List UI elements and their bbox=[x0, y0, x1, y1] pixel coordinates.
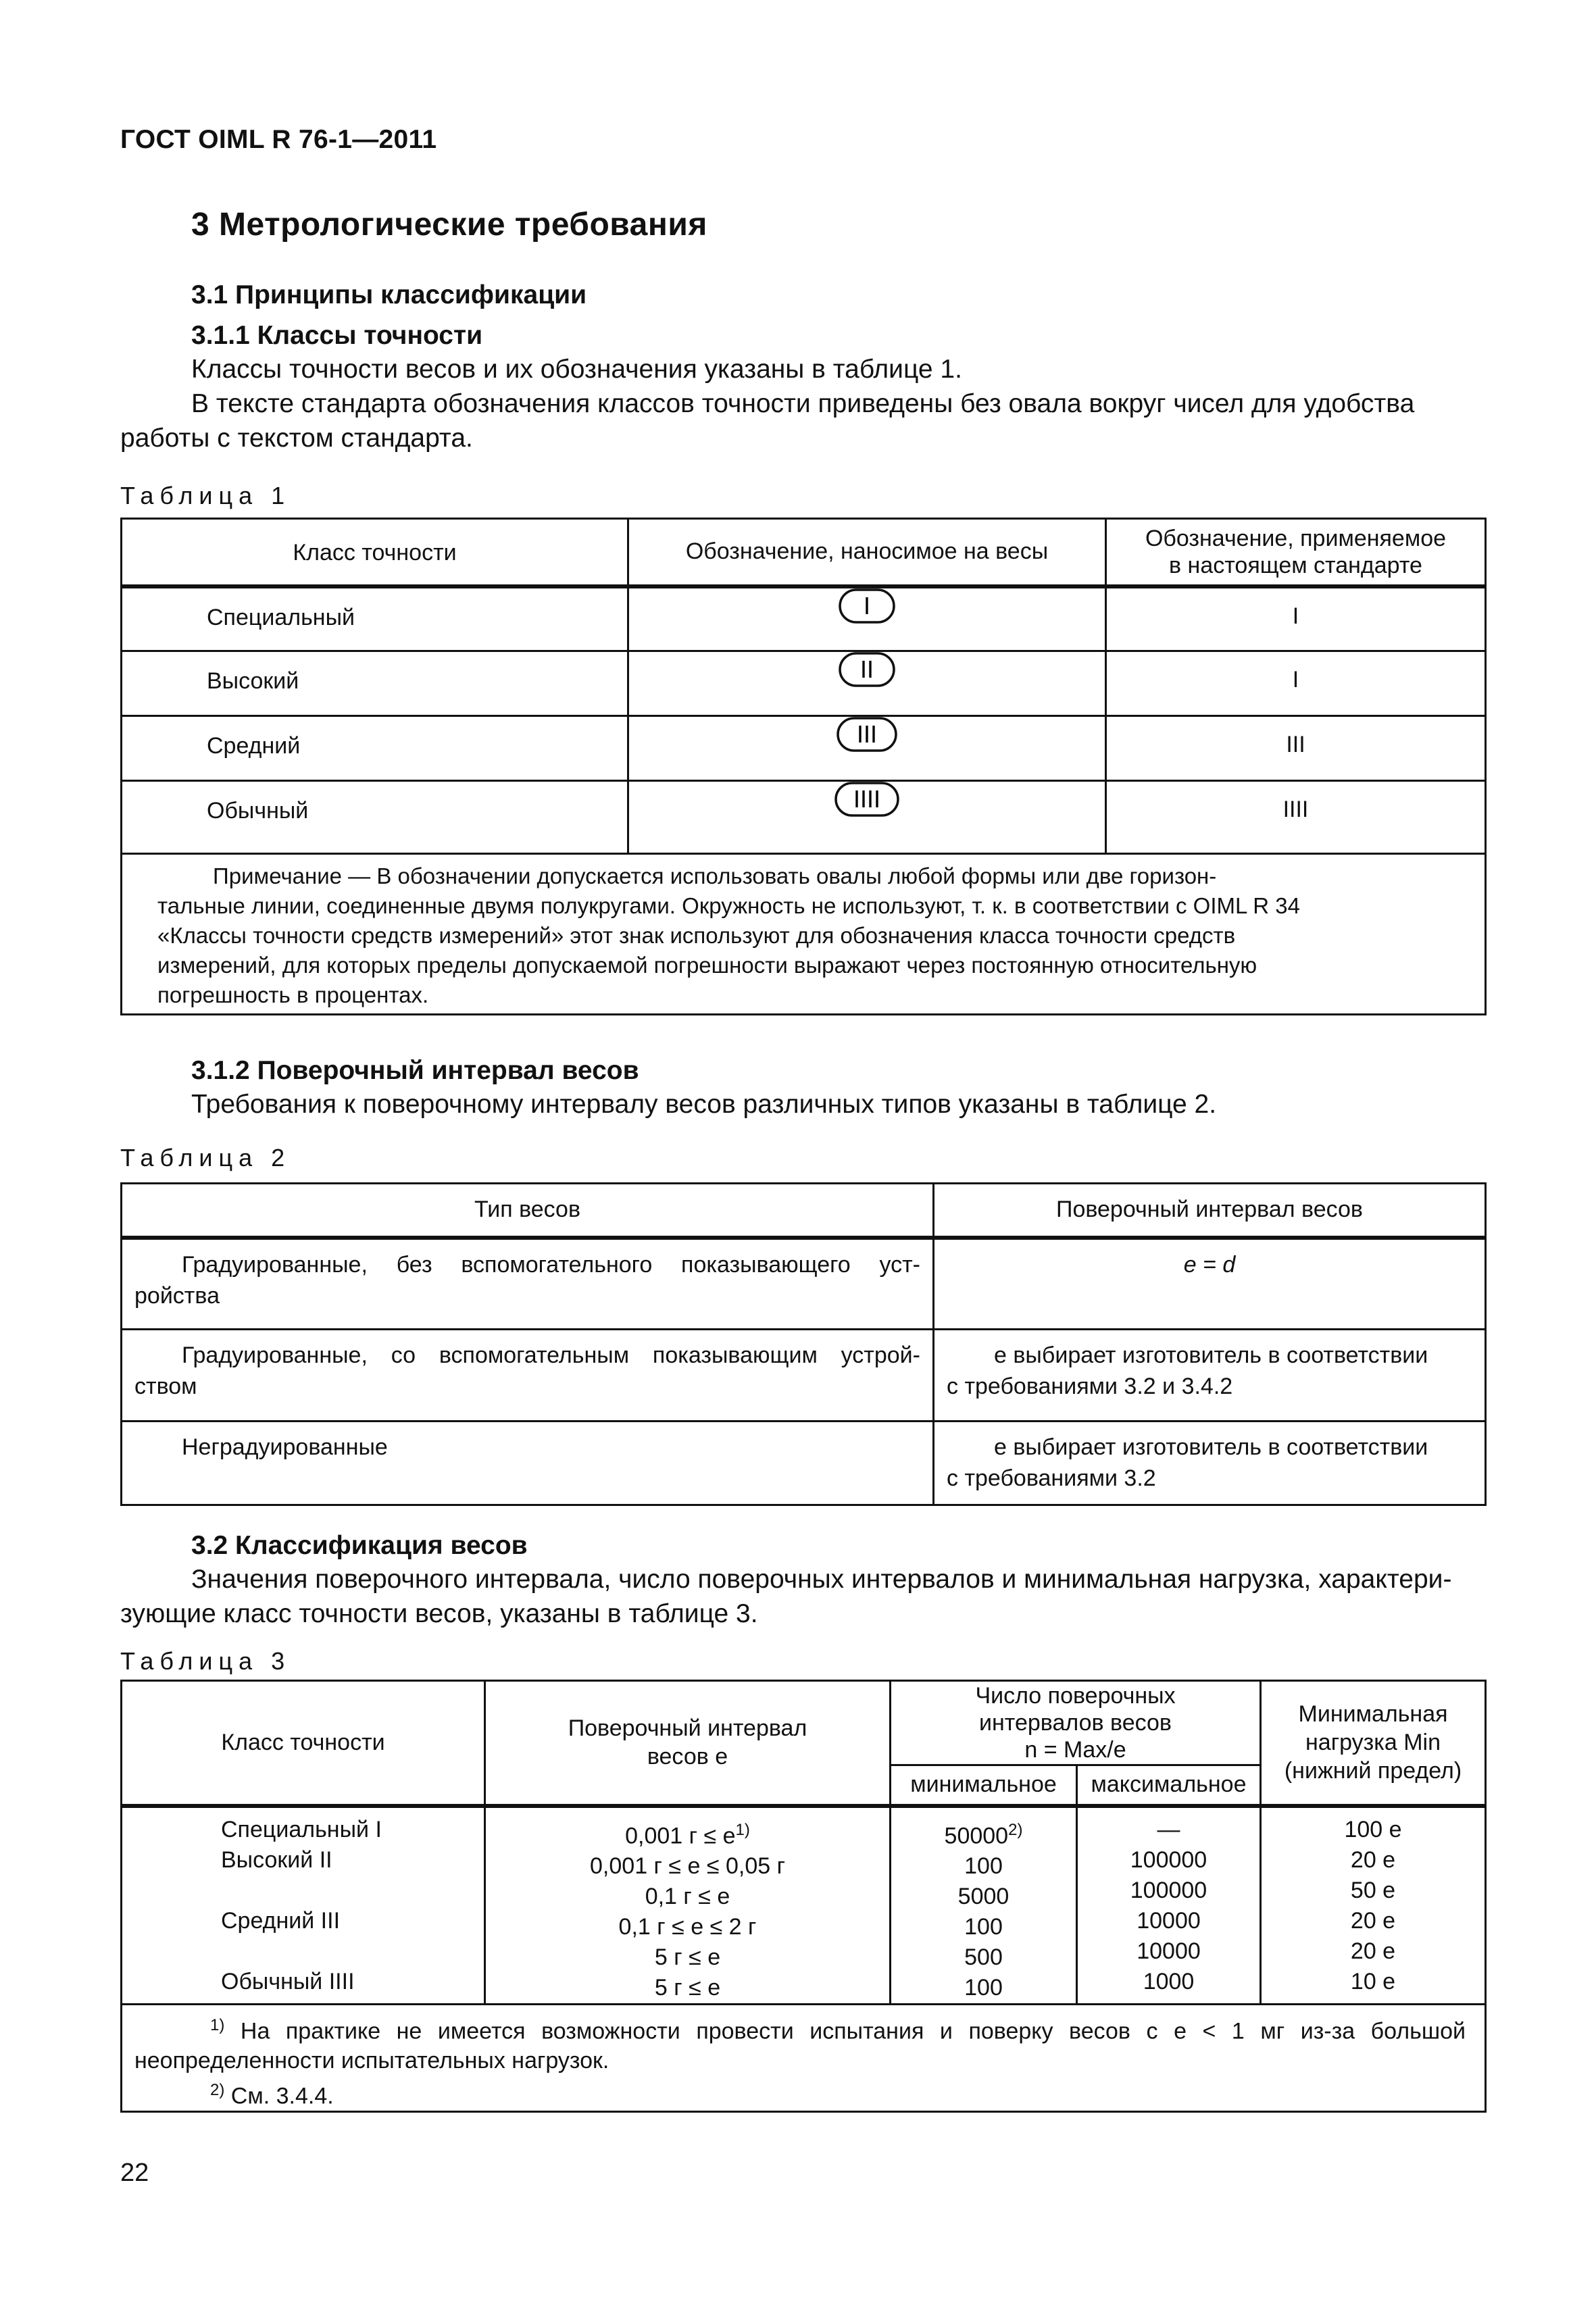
table-2-interval-cell bbox=[934, 1238, 1486, 1330]
header-line: в настоящем стандарте bbox=[1169, 552, 1422, 578]
max-line: — bbox=[1157, 1816, 1180, 1842]
header-line: интервалов весов bbox=[979, 1710, 1172, 1736]
paragraph: зующие класс точности весов, указаны в таблице 3. bbox=[120, 1599, 758, 1628]
note-line: погрешность в процентах. bbox=[157, 982, 429, 1007]
table-3-header-min: минимальное bbox=[891, 1765, 1077, 1806]
accuracy-class-oval-icon bbox=[837, 717, 897, 752]
min-line: 500 bbox=[964, 1944, 1003, 1970]
table-3-load-col bbox=[1261, 1806, 1486, 2005]
table-row-symbol: I bbox=[1106, 586, 1486, 651]
table-row-class: Высокий bbox=[122, 651, 628, 716]
table-1 bbox=[120, 518, 1487, 1015]
header-line: n = Max/e bbox=[1024, 1737, 1126, 1763]
interval-line: 0,1 г ≤ e ≤ 2 г bbox=[618, 1913, 757, 1940]
table-row-class: Средний bbox=[122, 716, 628, 781]
accuracy-class-oval-icon bbox=[839, 588, 895, 624]
max-line: 100000 bbox=[1130, 1877, 1207, 1903]
table-2-header: Тип весов bbox=[122, 1184, 934, 1238]
interval-line: e выбирает изготовитель в соответствии bbox=[994, 1434, 1428, 1460]
interval-line: 0,1 г ≤ e bbox=[645, 1883, 730, 1909]
table-2-caption: Таблица 2 bbox=[120, 1144, 291, 1172]
min-line: 100 bbox=[964, 1974, 1003, 2001]
header-line: Обозначение, применяемое bbox=[1145, 525, 1447, 551]
max-line: 1000 bbox=[1143, 1968, 1195, 1994]
load-line: 20 e bbox=[1350, 1938, 1396, 1964]
section-3-1-1-title: 3.1.1 Классы точности bbox=[191, 321, 483, 350]
class-line bbox=[221, 1876, 484, 1906]
note-line: «Классы точности средств измерений» этот знак используют для обозначения класса точности средств bbox=[157, 923, 1236, 948]
table-1-header bbox=[1106, 519, 1486, 586]
table-row-class: Обычный bbox=[122, 781, 628, 854]
table-2-header: Поверочный интервал весов bbox=[934, 1184, 1486, 1238]
interval-line: 0,001 г ≤ e ≤ 0,05 г bbox=[590, 1853, 785, 1879]
header-line: Поверочный интервал bbox=[568, 1715, 807, 1742]
table-3 bbox=[120, 1680, 1487, 2113]
section-3-title: 3 Метрологические требования bbox=[191, 207, 707, 243]
paragraph: В тексте стандарта обозначения классов точности приведены без овала вокруг чисел для удобства bbox=[191, 389, 1415, 418]
max-line: 10000 bbox=[1137, 1907, 1201, 1934]
load-line: 100 e bbox=[1344, 1816, 1402, 1842]
class-line: Специальный I bbox=[221, 1816, 382, 1842]
load-line: 10 e bbox=[1350, 1968, 1396, 1994]
table-3-class-col bbox=[122, 1806, 485, 2005]
paragraph: Требования к поверочному интервалу весов различных типов указаны в таблице 2. bbox=[191, 1090, 1217, 1119]
class-line bbox=[221, 1936, 484, 1967]
table-3-footnotes bbox=[122, 2004, 1486, 2112]
table-row-symbol: IIII bbox=[1106, 781, 1486, 854]
interval-line: e = d bbox=[1183, 1251, 1236, 1278]
header-line: весов e bbox=[647, 1744, 728, 1770]
svg-text:III: III bbox=[856, 720, 878, 748]
svg-text:I: I bbox=[863, 591, 871, 620]
section-3-1-title: 3.1 Принципы классификации bbox=[191, 280, 587, 309]
svg-text:II: II bbox=[859, 655, 874, 683]
type-line: Градуированные, без вспомогательного показывающего уст- bbox=[182, 1251, 920, 1278]
class-line: Средний III bbox=[221, 1907, 341, 1934]
max-line: 10000 bbox=[1137, 1938, 1201, 1964]
footnote-1-cont: неопределенности испытательных нагрузок. bbox=[134, 2048, 609, 2074]
table-1-header: Класс точности bbox=[122, 519, 628, 586]
table-3-header-min-load bbox=[1261, 1681, 1486, 1806]
note-line: Примечание — В обозначении допускается использовать овалы любой формы или две горизон- bbox=[213, 863, 1217, 888]
interval-line: e выбирает изготовитель в соответствии bbox=[994, 1342, 1428, 1368]
header-line: (нижний предел) bbox=[1284, 1758, 1462, 1784]
load-line: 50 e bbox=[1350, 1877, 1396, 1903]
max-line: 100000 bbox=[1130, 1846, 1207, 1873]
section-3-2-title: 3.2 Классификация весов bbox=[191, 1531, 528, 1560]
page-number: 22 bbox=[120, 2159, 149, 2187]
min-line: 50000$^{2)}$ bbox=[944, 1820, 1023, 1848]
interval-line: 5 г ≤ e bbox=[654, 1944, 721, 1970]
load-line: 20 e bbox=[1350, 1907, 1396, 1934]
oval-mark-cell bbox=[628, 651, 1106, 716]
paragraph: Значения поверочного интервала, число поверочных интервалов и минимальная нагрузка, характери- bbox=[191, 1565, 1452, 1594]
table-2-type-cell: Неградуированные bbox=[122, 1422, 934, 1505]
table-2-type-cell bbox=[122, 1238, 934, 1330]
oval-mark-cell bbox=[628, 586, 1106, 651]
paragraph: работы с текстом стандарта. bbox=[120, 424, 473, 453]
table-row-symbol: I bbox=[1106, 651, 1486, 716]
class-line: Высокий II bbox=[221, 1846, 332, 1873]
table-1-note bbox=[122, 854, 1486, 1015]
table-3-header-max: максимальное bbox=[1077, 1765, 1261, 1806]
type-line: Градуированные, со вспомогательным показывающим устрой- bbox=[182, 1342, 920, 1368]
min-line: 5000 bbox=[957, 1883, 1009, 1909]
accuracy-class-oval-icon bbox=[834, 782, 899, 817]
table-1-header: Обозначение, наносимое на весы bbox=[628, 519, 1106, 586]
table-3-header-interval bbox=[485, 1681, 891, 1806]
paragraph: Классы точности весов и их обозначения указаны в таблице 1. bbox=[191, 355, 962, 384]
accuracy-class-oval-icon bbox=[839, 652, 895, 687]
table-2-interval-cell bbox=[934, 1330, 1486, 1422]
section-3-1-2-title: 3.1.2 Поверочный интервал весов bbox=[191, 1056, 639, 1085]
note-line: тальные линии, соединенные двумя полукругами. Окружность не используют, т. к. в соответствии с OIML R 34 bbox=[157, 893, 1301, 918]
table-3-max-col bbox=[1077, 1806, 1261, 2005]
type-line: ством bbox=[134, 1374, 197, 1399]
class-line: Обычный IIII bbox=[221, 1968, 355, 1994]
table-3-header-class: Класс точности bbox=[122, 1681, 485, 1806]
type-line: ройства bbox=[134, 1282, 220, 1309]
interval-line: 0,001 $г \le e^{1)}$ bbox=[625, 1820, 750, 1848]
footnote-1: $^{1)}$ На практике не имеется возможности провести испытания и поверку весов с e < 1 мг из-за большой bbox=[210, 2015, 1466, 2044]
document-header: ГОСТ OIML R 76-1—2011 bbox=[120, 125, 437, 154]
table-row-symbol: III bbox=[1106, 716, 1486, 781]
oval-mark-cell bbox=[628, 716, 1106, 781]
header-line: нагрузка Min bbox=[1305, 1730, 1441, 1756]
interval-line: 5 г ≤ e bbox=[654, 1974, 721, 2001]
footnote-2: $^{2)}$ См. 3.4.4. bbox=[210, 2081, 334, 2109]
interval-line: с требованиями 3.2 и 3.4.2 bbox=[947, 1374, 1233, 1399]
table-row-class: Специальный bbox=[122, 586, 628, 651]
note-line: измерений, для которых пределы допускаемой погрешности выражают через постоянную относительную bbox=[157, 953, 1257, 978]
min-line: 100 bbox=[964, 1913, 1003, 1940]
min-line: 100 bbox=[964, 1853, 1003, 1879]
load-line: 20 e bbox=[1350, 1846, 1396, 1873]
table-3-header-count bbox=[891, 1681, 1261, 1765]
table-2-type-cell bbox=[122, 1330, 934, 1422]
table-2-interval-cell bbox=[934, 1422, 1486, 1505]
oval-mark-cell bbox=[628, 781, 1106, 854]
table-3-caption: Таблица 3 bbox=[120, 1647, 291, 1675]
table-1-caption: Таблица 1 bbox=[120, 482, 291, 509]
table-3-min-col bbox=[891, 1806, 1077, 2005]
header-line: Число поверочных bbox=[975, 1683, 1176, 1709]
interval-line: с требованиями 3.2 bbox=[947, 1465, 1156, 1491]
header-line: Минимальная bbox=[1298, 1701, 1448, 1728]
table-3-interval-col bbox=[485, 1806, 891, 2005]
table-2 bbox=[120, 1182, 1487, 1506]
svg-text:IIII: IIII bbox=[853, 785, 881, 813]
